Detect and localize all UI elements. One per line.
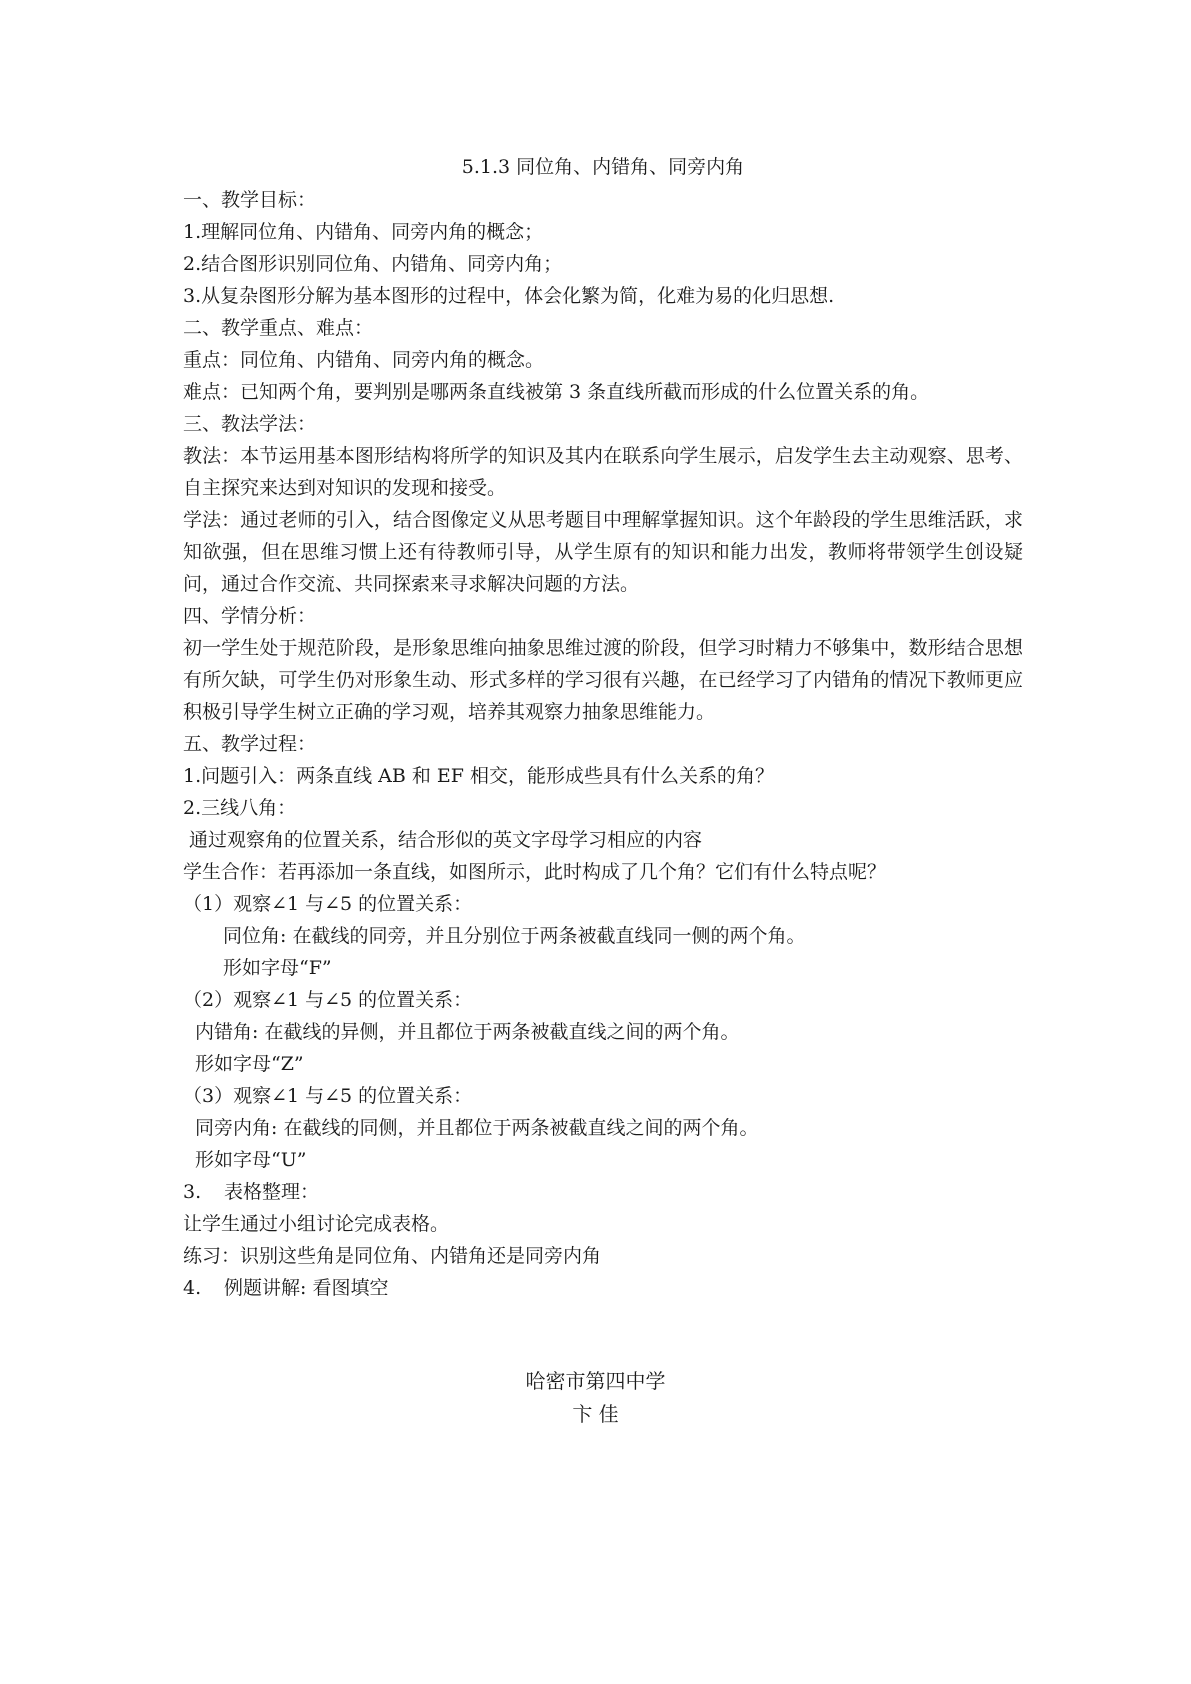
step-label: 表格整理： <box>224 1181 320 1203</box>
observation-shape: 形如字母“F” <box>223 957 332 979</box>
process-text: 学生合作：若再添加一条直线，如图所示，此时构成了几个角？它们有什么特点呢？ <box>183 861 887 883</box>
section-heading-analysis: 四、学情分析： <box>183 605 317 627</box>
observation-heading: （2）观察∠1 与∠5 的位置关系： <box>183 989 473 1011</box>
step-label: 例题讲解: 看图填空 <box>224 1277 389 1299</box>
footer-school: 哈密市第四中学 <box>525 1369 666 1393</box>
observation-heading: （1）观察∠1 与∠5 的位置关系： <box>183 893 473 915</box>
learning-method-paragraph: 学法：通过老师的引入，结合图像定义从思考题目中理解掌握知识。这个年龄段的学生思维活跃，求知欲强，但在思维习惯上还有待教师引导，从学生原有的知识和能力出发，教师将带领学生创设疑问，通过合作交流、共同探索来寻求解决问题的方法。 <box>183 509 1023 595</box>
process-step <box>183 1176 1023 1208</box>
analysis-paragraph: 初一学生处于规范阶段，是形象思维向抽象思维过渡的阶段，但学习时精力不够集中，数形结合思想有所欠缺，可学生仍对形象生动、形式多样的学习很有兴趣，在已经学习了内错角的情况下教师更应积极引导学生树立正确的学习观，培养其观察力抽象思维能力。 <box>183 637 1023 723</box>
observation-definition: 内错角: 在截线的异侧，并且都位于两条被截直线之间的两个角。 <box>195 1021 740 1043</box>
step-number: 4. <box>183 1277 202 1299</box>
objective-item: 2.结合图形识别同位角、内错角、同旁内角； <box>183 253 563 275</box>
footer-author: 卞 佳 <box>572 1402 619 1426</box>
process-step <box>183 1272 1023 1304</box>
process-step: 1.问题引入：两条直线 AB 和 EF 相交，能形成些具有什么关系的角？ <box>183 765 775 787</box>
section-heading-process: 五、教学过程： <box>183 733 317 755</box>
difficulty-text: 难点：已知两个角，要判别是哪两条直线被第 3 条直线所截而形成的什么位置关系的角。 <box>183 381 930 403</box>
document-body <box>183 150 1023 1304</box>
teaching-method-paragraph: 教法：本节运用基本图形结构将所学的知识及其内在联系向学生展示，启发学生去主动观察、思考、自主探究来达到对知识的发现和接受。 <box>183 445 1023 499</box>
observation-shape: 形如字母“Z” <box>195 1053 304 1075</box>
process-step: 2.三线八角： <box>183 797 297 819</box>
observation-shape: 形如字母“U” <box>195 1149 307 1171</box>
document-title: 5.1.3 同位角、内错角、同旁内角 <box>461 156 745 178</box>
key-point-text: 重点：同位角、内错角、同旁内角的概念。 <box>183 349 545 371</box>
section-heading-key-points: 二、教学重点、难点： <box>183 317 374 339</box>
objective-item: 3.从复杂图形分解为基本图形的过程中，体会化繁为简，化难为易的化归思想. <box>183 285 835 307</box>
observation-definition: 同位角: 在截线的同旁，并且分别位于两条被截直线同一侧的两个角。 <box>223 925 806 947</box>
observation-heading: （3）观察∠1 与∠5 的位置关系： <box>183 1085 473 1107</box>
process-text: 让学生通过小组讨论完成表格。 <box>183 1213 450 1235</box>
step-number: 3. <box>183 1181 202 1203</box>
observation-definition: 同旁内角: 在截线的同侧，并且都位于两条被截直线之间的两个角。 <box>195 1117 759 1139</box>
objective-item: 1.理解同位角、内错角、同旁内角的概念； <box>183 221 544 243</box>
section-heading-methods: 三、教法学法： <box>183 413 317 435</box>
process-text: 通过观察角的位置关系，结合形似的英文字母学习相应的内容 <box>189 829 703 851</box>
section-heading-objectives: 一、教学目标： <box>183 189 317 211</box>
process-text: 练习：识别这些角是同位角、内错角还是同旁内角 <box>183 1245 602 1267</box>
